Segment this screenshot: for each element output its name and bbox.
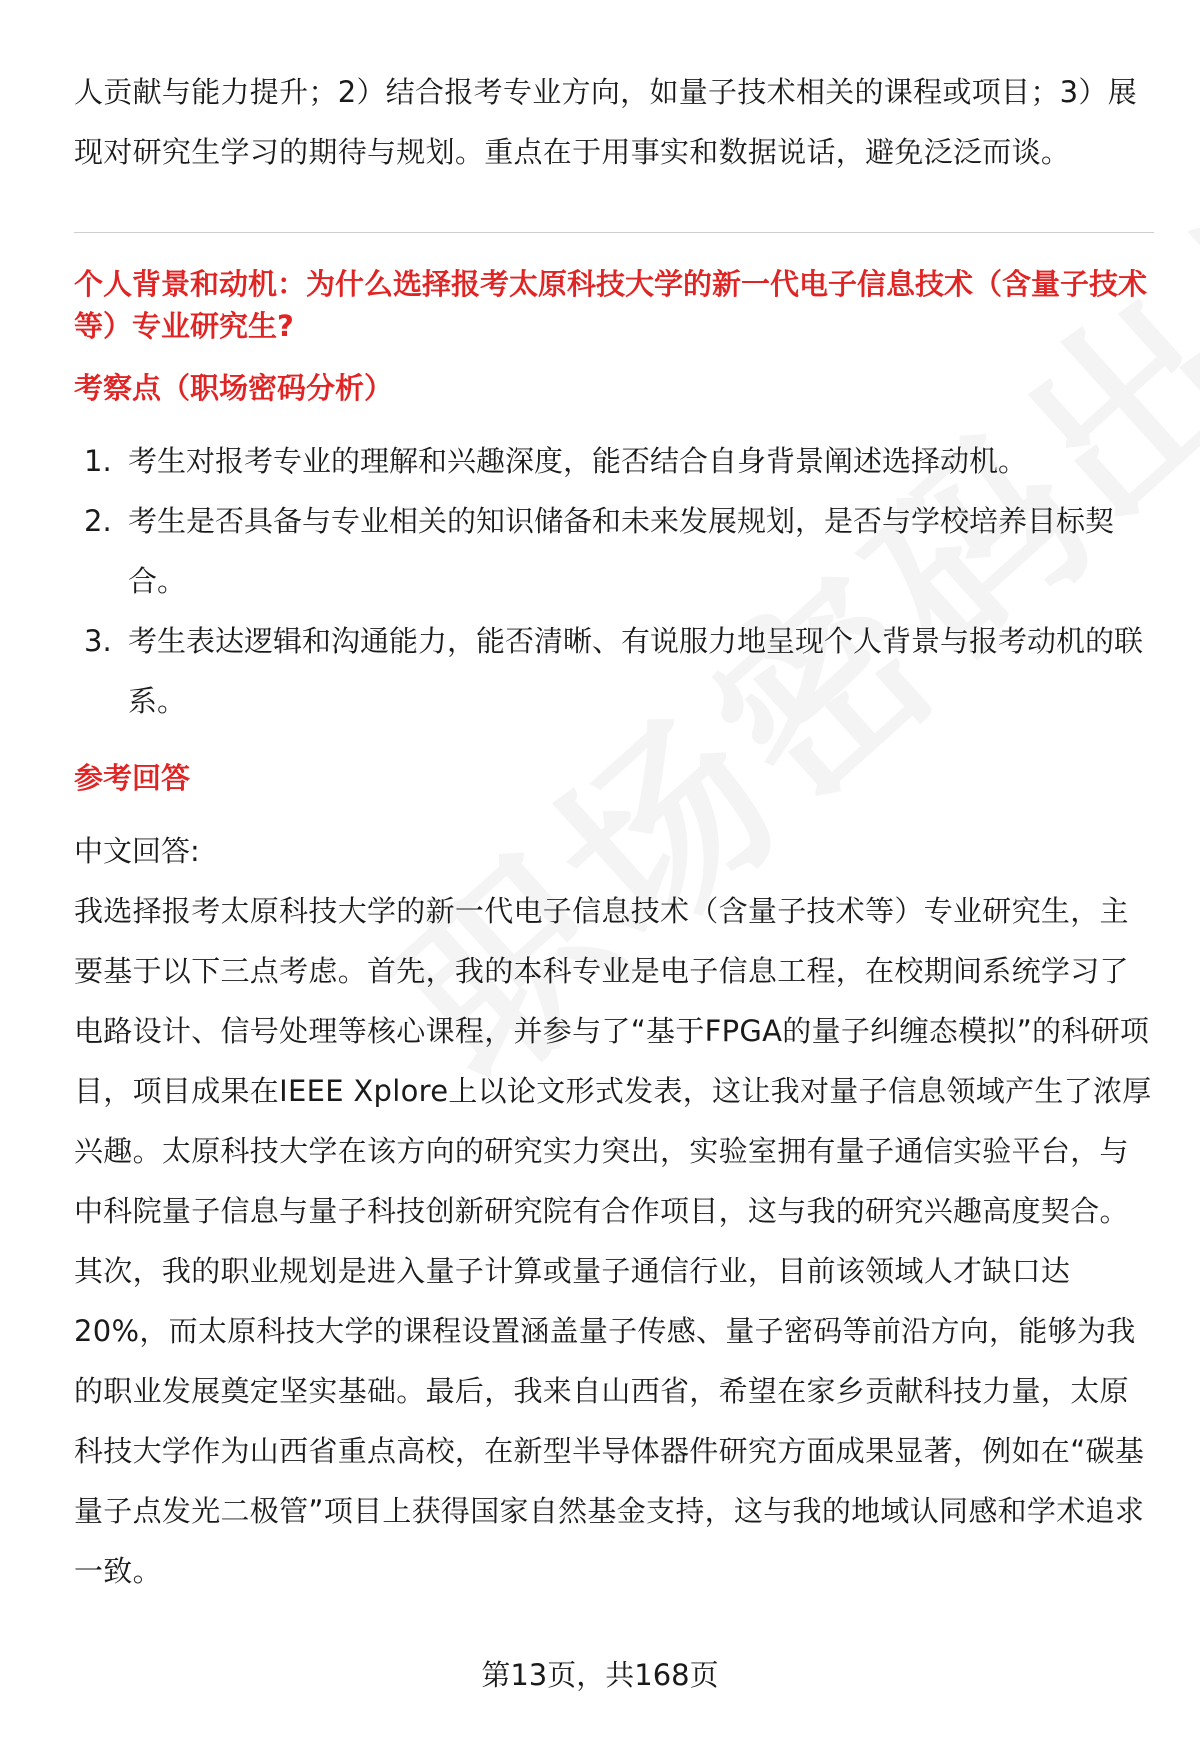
list-item-text: 考生是否具备与专业相关的知识储备和未来发展规划，是否与学校培养目标契合。 [128, 504, 1115, 598]
answer-language-label: 中文回答: [74, 834, 200, 868]
question-heading: 个人背景和动机：为什么选择报考太原科技大学的新一代电子信息技术（含量子技术等）专业研究生? [74, 267, 1148, 343]
list-item-number: 3. [84, 624, 112, 658]
list-item-text: 考生对报考专业的理解和兴趣深度，能否结合自身背景阐述选择动机。 [128, 444, 1028, 478]
answer-body: 我选择报考太原科技大学的新一代电子信息技术（含量子技术等）专业研究生，主要基于以下三点考虑。首先，我的本科专业是电子信息工程，在校期间系统学习了电路设计、信号处理等核心课程，并参与了“基于FPGA的量子纠缠态模拟”的科研项目，项目成果在IEEE Xplore上以论文形式发表，这让我对量子信息领域产生了浓厚兴趣。太原科技大学在该方向的研究实力突出，实验室拥有量子通信实验平台，与中科院量子信息与量子科技创新研究院有合作项目，这与我的研究兴趣高度契合。其次，我的职业规划是进入量子计算或量子通信行业，目前该领域人才缺口达20%，而太原科技大学的课程设置涵盖量子传感、量子密码等前沿方向，能够为我的职业发展奠定坚实基础。最后，我来自山西省，希望在家乡贡献科技力量，太原科技大学作为山西省重点高校，在新型半导体器件研究方面成果显著，例如在“碳基量子点发光二极管”项目上获得国家自然基金支持，这与我的地域认同感和学术追求一致。 [74, 894, 1152, 1588]
list-item-text: 考生表达逻辑和沟通能力，能否清晰、有说服力地呈现个人背景与报考动机的联系。 [128, 624, 1144, 718]
list-item-number: 1. [84, 444, 112, 478]
list-item [74, 611, 1154, 731]
intro-paragraph: 人贡献与能力提升；2）结合报考专业方向，如量子技术相关的课程或项目；3）展现对研究生学习的期待与规划。重点在于用事实和数据说话，避免泛泛而谈。 [74, 75, 1138, 169]
exam-points-list [74, 431, 1154, 731]
list-item [74, 431, 1154, 491]
page-footer: 第13页，共168页 [481, 1658, 719, 1692]
list-item-number: 2. [84, 504, 112, 538]
reference-answer-title: 参考回答 [74, 761, 191, 795]
page-content [74, 62, 1154, 1601]
section-divider [74, 232, 1154, 233]
list-item [74, 491, 1154, 611]
exam-points-title: 考察点（职场密码分析） [74, 371, 394, 405]
